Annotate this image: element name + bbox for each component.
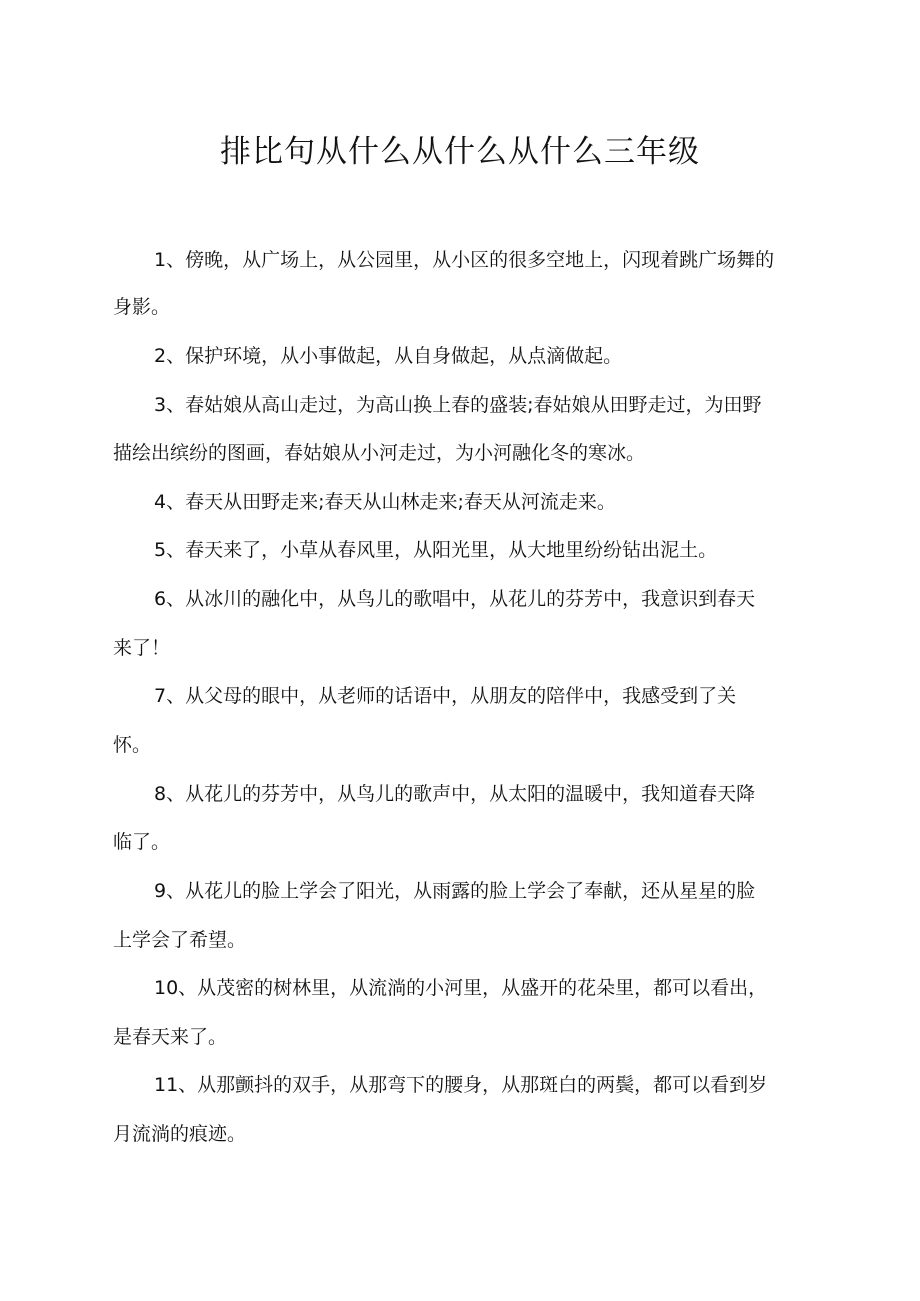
sentence-8-line-1: 8、从花儿的芬芳中，从鸟儿的歌声中，从太阳的温暖中，我知道春天降: [154, 783, 756, 805]
sentence-9-line-2: 上学会了希望。: [113, 929, 247, 951]
sentence-8-line-2: 临了。: [113, 831, 171, 853]
sentence-7-line-1: 7、从父母的眼中，从老师的话语中，从朋友的陪伴中，我感受到了关: [154, 685, 737, 707]
sentence-6-line-2: 来了！: [113, 637, 171, 659]
sentence-7-line-2: 怀。: [113, 734, 152, 756]
sentence-2-line-1: 2、保护环境，从小事做起，从自身做起，从点滴做起。: [154, 345, 623, 367]
sentence-5-line-1: 5、春天来了，小草从春风里，从阳光里，从大地里纷纷钻出泥土。: [154, 539, 718, 561]
sentence-11-line-1: 11、从那颤抖的双手，从那弯下的腰身，从那斑白的两鬓，都可以看到岁: [154, 1074, 768, 1096]
sentence-10-line-1: 10、从茂密的树林里，从流淌的小河里，从盛开的花朵里，都可以看出，: [154, 977, 768, 999]
sentence-1-line-2: 身影。: [113, 296, 171, 318]
sentence-3-line-2: 描绘出缤纷的图画，春姑娘从小河走过，为小河融化冬的寒冰。: [113, 442, 646, 464]
sentence-11-line-2: 月流淌的痕迹。: [113, 1123, 247, 1145]
sentence-4-line-1: 4、春天从田野走来;春天从山林走来;春天从河流走来。: [154, 491, 616, 513]
sentence-1-line-1: 1、傍晚，从广场上，从公园里，从小区的很多空地上，闪现着跳广场舞的: [154, 249, 775, 271]
page-title: 排比句从什么从什么从什么三年级: [220, 134, 700, 170]
sentence-6-line-1: 6、从冰川的融化中，从鸟儿的歌唱中，从花儿的芬芳中，我意识到春天: [154, 588, 756, 610]
sentence-9-line-1: 9、从花儿的脸上学会了阳光，从雨露的脸上学会了奉献，还从星星的脸: [154, 880, 756, 902]
sentence-10-line-2: 是春天来了。: [113, 1026, 228, 1048]
sentence-3-line-1: 3、春姑娘从高山走过，为高山换上春的盛装;春姑娘从田野走过，为田野: [154, 394, 762, 416]
